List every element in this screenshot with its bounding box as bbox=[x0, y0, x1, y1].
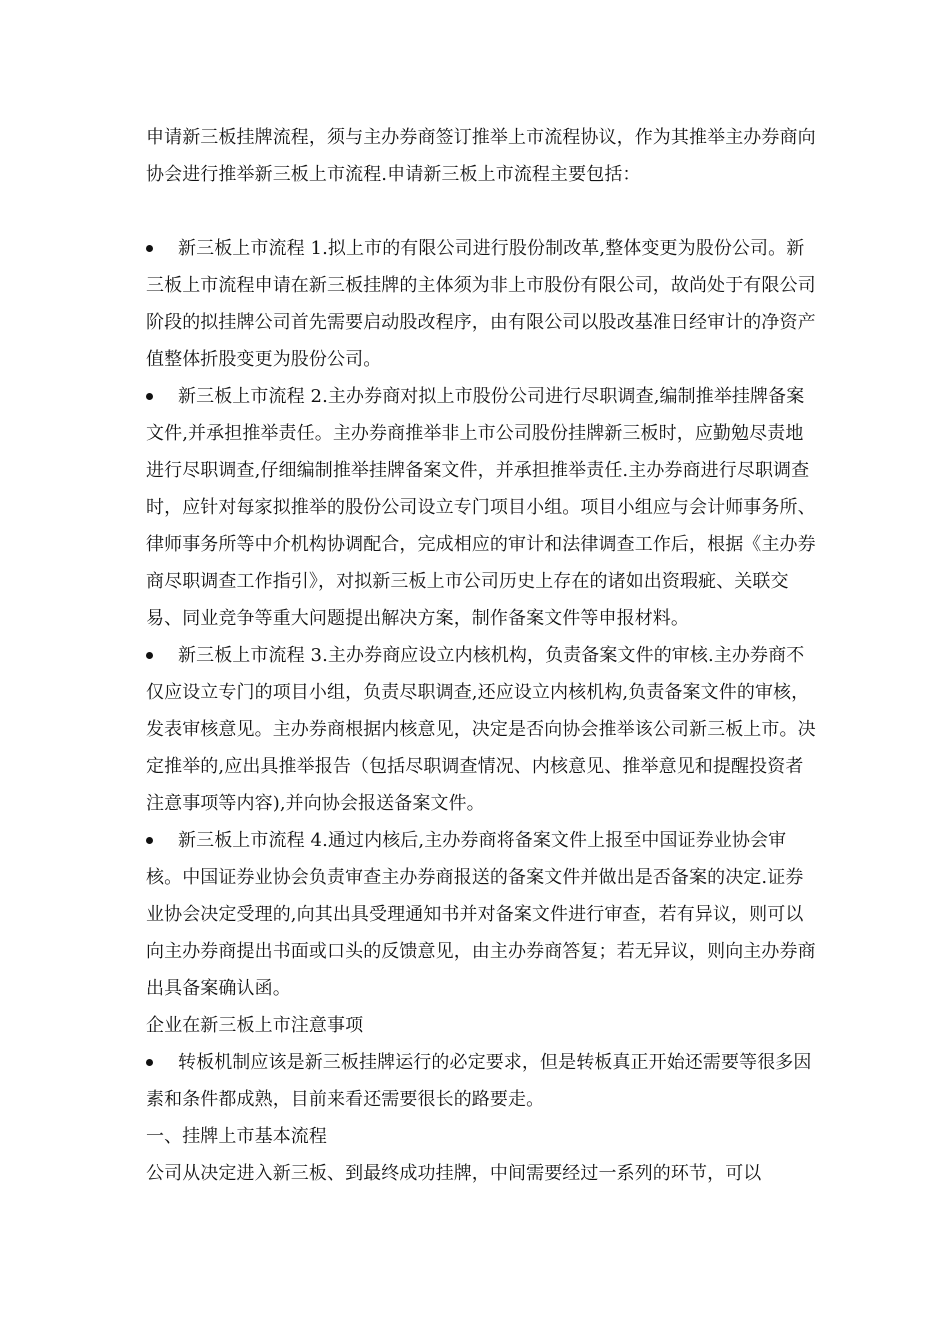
intro-paragraph: 申请新三板挂牌流程，须与主办券商签订推举上市流程协议，作为其推举主办券商向协会进行推举新三板上市流程.申请新三板上市流程主要包括： bbox=[146, 127, 816, 185]
bullet-icon bbox=[146, 837, 153, 844]
notice-heading: 企业在新三板上市注意事项 bbox=[146, 1015, 364, 1036]
list-item-text: 新三板上市流程 4.通过内核后,主办券商将备案文件上报至中国证券业协会审核。中国证券业协会负责审查主办券商报送的备案文件并做出是否备案的决定.证券业协会决定受理的,向其出具受理通知书并对备案文件进行审查，若有异议，则可以向主办券商提出书面或口头的反馈意见，由主办券商答复；若无异议，则向主办券商出具备案确认函。 bbox=[146, 830, 816, 999]
list-item bbox=[146, 230, 816, 378]
list-item bbox=[146, 637, 816, 822]
list-item-text: 转板机制应该是新三板挂牌运行的必定要求，但是转板真正开始还需要等很多因素和条件都成熟，目前来看还需要很长的路要走。 bbox=[146, 1052, 812, 1110]
closing-paragraph: 公司从决定进入新三板、到最终成功挂牌，中间需要经过一系列的环节，可以 bbox=[146, 1163, 762, 1184]
list-item-text: 新三板上市流程 2.主办券商对拟上市股份公司进行尽职调查,编制推举挂牌备案文件,并承担推举责任。主办券商推举非上市公司股份挂牌新三板时，应勤勉尽责地进行尽职调查,仔细编制推举挂牌备案文件，并承担推举责任.主办券商进行尽职调查时，应针对每家拟推举的股份公司设立专门项目小组。项目小组应与会计师事务所、律师事务所等中介机构协调配合，完成相应的审计和法律调查工作后，根据《主办券商尽职调查工作指引》，对拟新三板上市公司历史上存在的诸如出资瑕疵、关联交易、同业竞争等重大问题提出解决方案，制作备案文件等申报材料。 bbox=[146, 386, 816, 629]
bullet-icon bbox=[146, 245, 153, 252]
list-item bbox=[146, 378, 816, 637]
bullet-icon bbox=[146, 652, 153, 659]
document-body bbox=[146, 119, 816, 1192]
section-heading: 一、挂牌上市基本流程 bbox=[146, 1126, 327, 1147]
list-item-text: 新三板上市流程 1.拟上市的有限公司进行股份制改革,整体变更为股份公司。新三板上市流程申请在新三板挂牌的主体须为非上市股份有限公司，故尚处于有限公司阶段的拟挂牌公司首先需要启动股改程序，由有限公司以股改基准日经审计的净资产值整体折股变更为股份公司。 bbox=[146, 238, 816, 370]
bullet-icon bbox=[146, 1059, 153, 1066]
list-item bbox=[146, 1044, 816, 1118]
paragraph-gap bbox=[146, 193, 816, 230]
list-item bbox=[146, 822, 816, 1007]
bullet-icon bbox=[146, 393, 153, 400]
list-item-text: 新三板上市流程 3.主办券商应设立内核机构，负责备案文件的审核.主办券商不仅应设立专门的项目小组，负责尽职调查,还应设立内核机构,负责备案文件的审核，发表审核意见。主办券商根据内核意见，决定是否向协会推举该公司新三板上市。决定推举的,应出具推举报告（包括尽职调查情况、内核意见、推举意见和提醒投资者注意事项等内容),并向协会报送备案文件。 bbox=[146, 645, 816, 814]
